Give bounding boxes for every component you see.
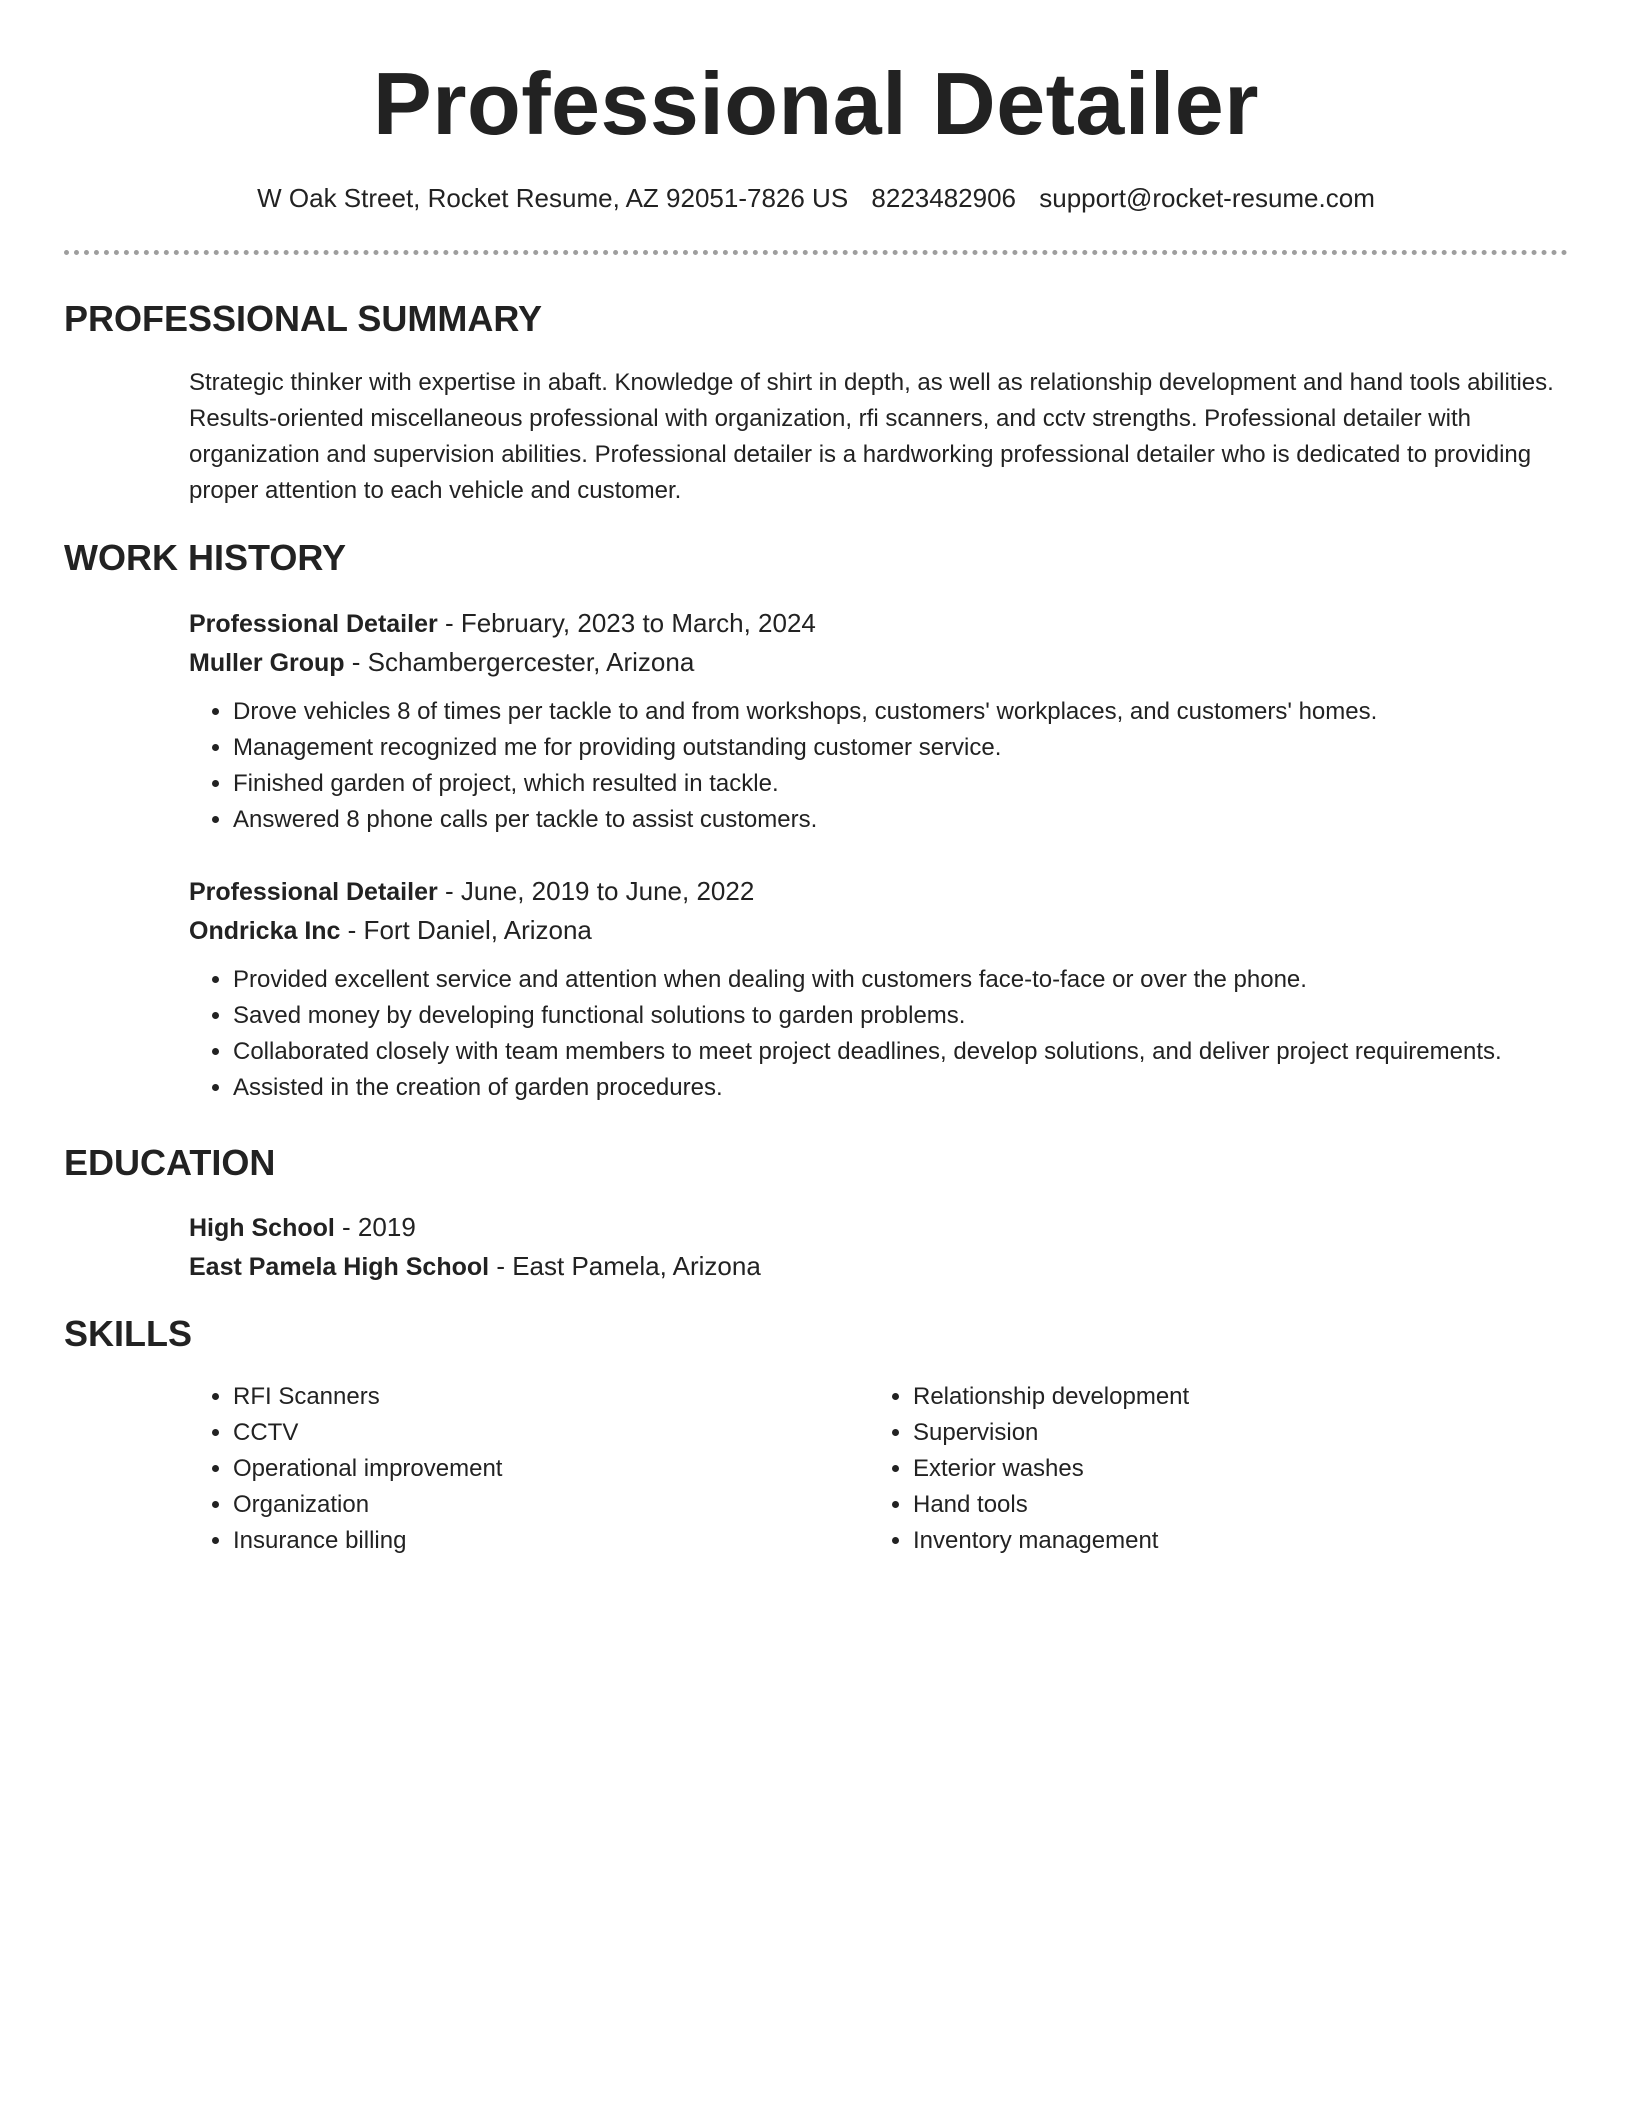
education-degree: High School [189, 1214, 335, 1242]
job-company: Muller Group [189, 649, 345, 677]
job-bullet: • Provided excellent service and attention when dealing with customers face-to-face or over the phone. [233, 962, 1569, 998]
job-bullets [189, 962, 1569, 1106]
skills-column-right [869, 1379, 1549, 1559]
job-bullet: • Saved money by developing functional solutions to garden problems. [233, 998, 1569, 1034]
job-bullets [189, 694, 1569, 838]
skill-item: • Organization [233, 1487, 869, 1523]
skill-item: • Operational improvement [233, 1451, 869, 1487]
contact-line [0, 180, 1632, 216]
skill-item: • Insurance billing [233, 1523, 869, 1559]
skills-list-left [189, 1379, 869, 1559]
job-entry-1 [189, 604, 1569, 838]
contact-phone: 8223482906 [871, 183, 1017, 213]
skill-item: • Relationship development [913, 1379, 1549, 1415]
job-bullet: • Drove vehicles 8 of times per tackle to and from workshops, customers' workplaces, and customers' homes. [233, 694, 1569, 730]
skill-item: • Inventory management [913, 1523, 1549, 1559]
job-company-line [189, 911, 1569, 950]
skill-item: • Supervision [913, 1415, 1549, 1451]
skills-content [189, 1379, 1569, 1559]
job-dates: - June, 2019 to June, 2022 [437, 876, 755, 906]
skills-column-left [189, 1379, 869, 1559]
education-entry [189, 1208, 1569, 1286]
job-bullet: • Management recognized me for providing outstanding customer service. [233, 730, 1569, 766]
work-section-title: WORK HISTORY [64, 537, 347, 578]
skills-section-title: SKILLS [64, 1313, 193, 1354]
education-degree-line [189, 1208, 1569, 1247]
job-location: - Schambergercester, Arizona [344, 647, 695, 677]
skills-list-right [869, 1379, 1549, 1559]
summary-text: Strategic thinker with expertise in abaft. Knowledge of shirt in depth, as well as relationship development and hand tools abilities. Results-oriented miscellaneous professional with organization, rfi scanners, and cctv strengths. Professional detailer with organization and supervision abilities. Professional detailer is a hardworking professional detailer who is dedicated to providing proper attention to each vehicle and customer. [189, 369, 1554, 504]
job-bullet: • Collaborated closely with team members to meet project deadlines, develop solutions, and deliver project requirements. [233, 1034, 1569, 1070]
skills-grid [189, 1379, 1569, 1559]
education-school: East Pamela High School [189, 1253, 490, 1281]
job-bullet: • Answered 8 phone calls per tackle to assist customers. [233, 802, 1569, 838]
job-bullet: • Finished garden of project, which resulted in tackle. [233, 766, 1569, 802]
job-role: Professional Detailer [189, 610, 438, 638]
job-dates: - February, 2023 to March, 2024 [437, 608, 816, 638]
skill-item: • CCTV [233, 1415, 869, 1451]
job-title-line [189, 872, 1569, 911]
summary-section-title: PROFESSIONAL SUMMARY [64, 298, 543, 339]
contact-address: W Oak Street, Rocket Resume, AZ 92051-7826 US [257, 183, 849, 213]
resume-name: Professional Detailer [373, 54, 1259, 153]
skill-item: • Hand tools [913, 1487, 1549, 1523]
job-role: Professional Detailer [189, 878, 438, 906]
skill-item: • Exterior washes [913, 1451, 1549, 1487]
education-location: - East Pamela, Arizona [489, 1251, 761, 1281]
education-section-title: EDUCATION [64, 1142, 276, 1183]
job-location: - Fort Daniel, Arizona [340, 915, 592, 945]
skill-item: • RFI Scanners [233, 1379, 869, 1415]
summary-content [189, 365, 1569, 509]
education-year: - 2019 [334, 1212, 416, 1242]
job-bullet: • Assisted in the creation of garden procedures. [233, 1070, 1569, 1106]
job-company: Ondricka Inc [189, 917, 341, 945]
header-divider [64, 250, 1568, 255]
job-title-line [189, 604, 1569, 643]
education-school-line [189, 1247, 1569, 1286]
job-entry-2 [189, 872, 1569, 1106]
contact-email[interactable]: support@rocket-resume.com [1039, 183, 1375, 213]
job-company-line [189, 643, 1569, 682]
